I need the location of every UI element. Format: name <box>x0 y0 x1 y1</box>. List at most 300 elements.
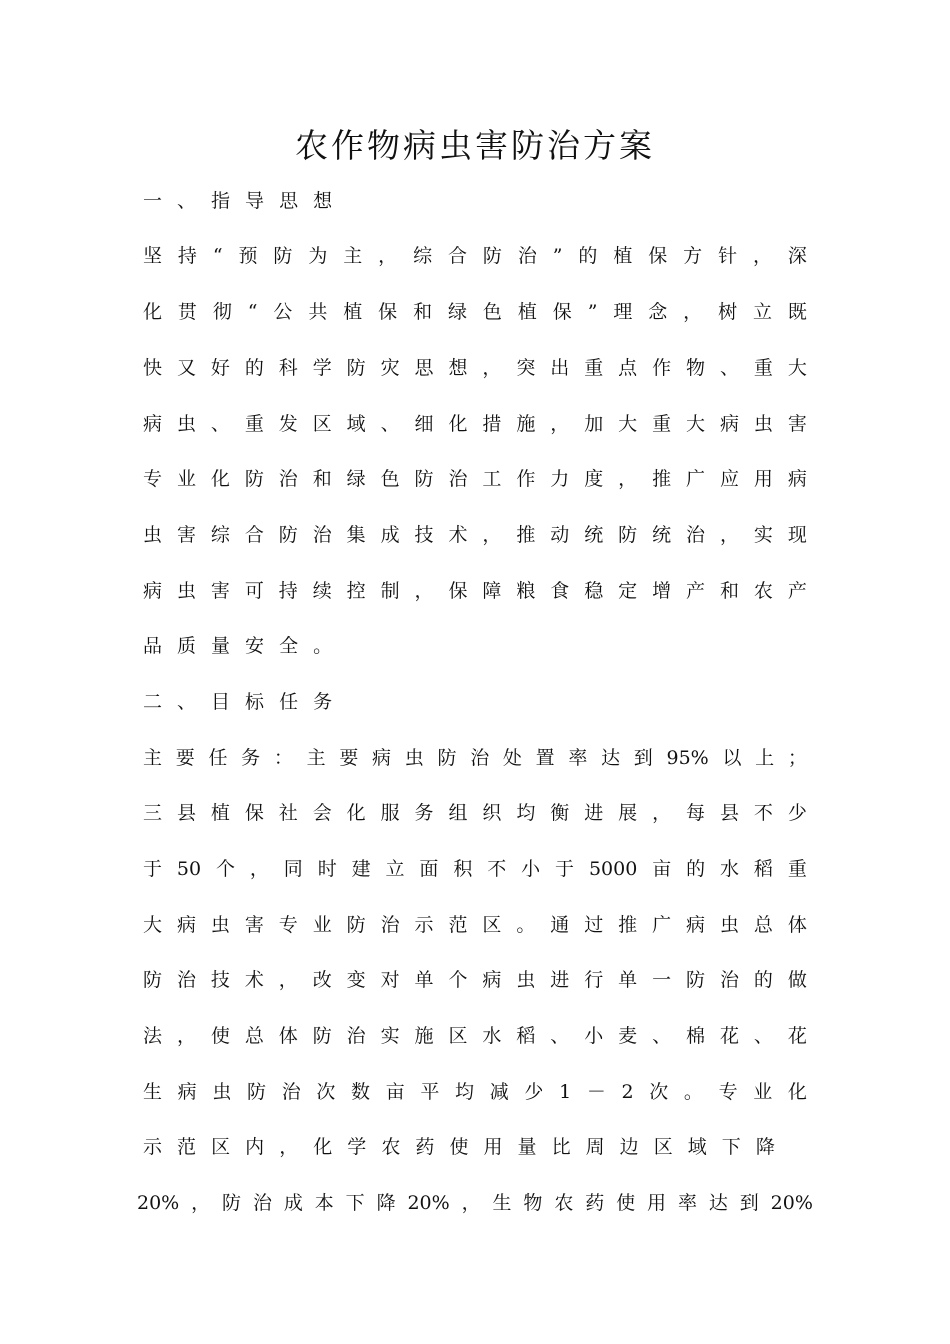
glyph: 下 <box>345 1192 365 1214</box>
glyph: 病 <box>787 468 807 490</box>
glyph: 广 <box>686 468 706 490</box>
glyph: 坚 <box>143 245 163 267</box>
glyph: 防 <box>278 524 298 546</box>
glyph: ， <box>461 1192 481 1214</box>
glyph: 下 <box>721 1136 741 1158</box>
glyph: 用 <box>753 468 773 490</box>
paragraph-line <box>143 855 807 883</box>
glyph: 重 <box>244 413 264 435</box>
glyph: 想 <box>313 190 333 212</box>
glyph: 粮 <box>516 580 536 602</box>
glyph: 置 <box>535 747 555 769</box>
glyph: 农 <box>381 1136 401 1158</box>
glyph: 导 <box>245 190 265 212</box>
glyph: 均 <box>516 802 536 824</box>
glyph: 专 <box>143 468 163 490</box>
glyph: 虫 <box>210 914 230 936</box>
glyph: 重 <box>652 413 672 435</box>
glyph: 体 <box>787 914 807 936</box>
glyph: 防 <box>247 1081 267 1103</box>
glyph: 作 <box>516 468 536 490</box>
glyph: 、 <box>380 413 400 435</box>
glyph: 组 <box>448 802 468 824</box>
glyph: 内 <box>245 1136 265 1158</box>
glyph: 念 <box>648 301 668 323</box>
glyph: 治 <box>176 969 196 991</box>
glyph: 生 <box>492 1192 512 1214</box>
glyph: 治 <box>281 1081 301 1103</box>
glyph: 保 <box>244 802 264 824</box>
glyph: 植 <box>210 802 230 824</box>
glyph: 农 <box>753 580 773 602</box>
glyph: 虫 <box>143 524 163 546</box>
glyph: 工 <box>482 468 502 490</box>
glyph: 业 <box>753 1081 773 1103</box>
glyph: 服 <box>380 802 400 824</box>
glyph: 、 <box>719 357 739 379</box>
glyph: 要 <box>175 747 195 769</box>
glyph: 植 <box>343 301 363 323</box>
glyph: 树 <box>718 301 738 323</box>
glyph: 为 <box>308 245 328 267</box>
glyph: “ <box>212 245 223 267</box>
glyph: 小 <box>521 858 541 880</box>
glyph: 不 <box>487 858 507 880</box>
glyph: 的 <box>578 245 598 267</box>
glyph: 水 <box>482 1025 502 1047</box>
glyph: 主 <box>306 747 326 769</box>
glyph: 好 <box>210 357 230 379</box>
glyph: 建 <box>351 858 371 880</box>
glyph: 科 <box>278 357 298 379</box>
glyph: 措 <box>482 413 502 435</box>
glyph: 域 <box>687 1136 707 1158</box>
glyph: 彻 <box>212 301 232 323</box>
glyph: 用 <box>647 1192 667 1214</box>
glyph: 使 <box>616 1192 636 1214</box>
glyph: 灾 <box>380 357 400 379</box>
glyph: 虫 <box>753 413 773 435</box>
glyph: 病 <box>177 1081 197 1103</box>
paragraph-line <box>143 1133 775 1161</box>
glyph: 标 <box>245 691 265 713</box>
glyph: 业 <box>312 914 332 936</box>
glyph: ， <box>378 245 398 267</box>
glyph: 积 <box>453 858 473 880</box>
glyph: 、 <box>210 413 230 435</box>
paragraph-line <box>143 577 807 605</box>
glyph: 大 <box>686 413 706 435</box>
glyph: 治 <box>380 914 400 936</box>
glyph: 技 <box>414 524 434 546</box>
glyph: 少 <box>524 1081 544 1103</box>
glyph: 本 <box>314 1192 334 1214</box>
glyph: 度 <box>584 468 604 490</box>
glyph: 进 <box>550 969 570 991</box>
glyph: 快 <box>143 357 163 379</box>
glyph: 次 <box>316 1081 336 1103</box>
glyph: 治 <box>278 468 298 490</box>
glyph: 少 <box>787 802 807 824</box>
glyph: ， <box>176 1025 196 1047</box>
glyph: 变 <box>346 969 366 991</box>
paragraph-line <box>143 410 807 438</box>
paragraph-line <box>143 799 807 827</box>
glyph: 立 <box>753 301 773 323</box>
glyph: ： <box>273 747 293 769</box>
glyph: 总 <box>244 1025 264 1047</box>
glyph: 既 <box>787 301 807 323</box>
glyph: 防 <box>273 245 293 267</box>
glyph: 针 <box>718 245 738 267</box>
glyph: 突 <box>516 357 536 379</box>
glyph: 花 <box>787 1025 807 1047</box>
glyph: 应 <box>719 468 739 490</box>
glyph: 防 <box>244 468 264 490</box>
glyph: 害 <box>176 524 196 546</box>
glyph: 实 <box>380 1025 400 1047</box>
glyph: 县 <box>719 802 739 824</box>
glyph: 治 <box>312 524 332 546</box>
glyph: 务 <box>414 802 434 824</box>
glyph: 病 <box>143 580 163 602</box>
glyph: 减 <box>489 1081 509 1103</box>
glyph: 产 <box>787 580 807 602</box>
glyph: 保 <box>448 580 468 602</box>
glyph: 统 <box>584 524 604 546</box>
glyph: 过 <box>584 914 604 936</box>
glyph: 理 <box>613 301 633 323</box>
glyph: ， <box>753 245 773 267</box>
glyph: 区 <box>482 914 502 936</box>
glyph: 思 <box>279 190 299 212</box>
glyph: 合 <box>448 245 468 267</box>
glyph: 统 <box>652 524 672 546</box>
glyph: 共 <box>308 301 328 323</box>
glyph: 方 <box>683 245 703 267</box>
glyph: ， <box>652 802 672 824</box>
glyph: 色 <box>380 468 400 490</box>
glyph: 用 <box>483 1136 503 1158</box>
glyph: 加 <box>584 413 604 435</box>
glyph: 和 <box>719 580 739 602</box>
glyph: 展 <box>618 802 638 824</box>
glyph: 色 <box>482 301 502 323</box>
glyph: 产 <box>686 580 706 602</box>
glyph: 虫 <box>404 747 424 769</box>
glyph: 平 <box>420 1081 440 1103</box>
glyph: 动 <box>550 524 570 546</box>
glyph: 虫 <box>516 969 536 991</box>
glyph: 出 <box>550 357 570 379</box>
glyph: 虫 <box>176 413 196 435</box>
glyph: 生 <box>143 1081 163 1103</box>
glyph: 虫 <box>212 1081 232 1103</box>
glyph: 范 <box>448 914 468 936</box>
glyph: 率 <box>677 1192 697 1214</box>
glyph: 推 <box>618 914 638 936</box>
glyph: 深 <box>787 245 807 267</box>
glyph: 术 <box>244 969 264 991</box>
glyph: ， <box>279 1136 299 1158</box>
glyph: 虫 <box>176 580 196 602</box>
glyph: 亩 <box>385 1081 405 1103</box>
glyph: 任 <box>208 747 228 769</box>
glyph: 主 <box>143 747 163 769</box>
glyph: 定 <box>618 580 638 602</box>
glyph: 品 <box>143 635 163 657</box>
paragraph-line <box>143 911 807 939</box>
glyph: 数 <box>351 1081 371 1103</box>
glyph: 治 <box>346 1025 366 1047</box>
glyph: 的 <box>686 858 706 880</box>
glyph: ， <box>278 969 298 991</box>
glyph: 综 <box>413 245 433 267</box>
glyph: 边 <box>619 1136 639 1158</box>
glyph: 治 <box>719 969 739 991</box>
glyph: 防 <box>346 357 366 379</box>
glyph: － <box>586 1081 606 1103</box>
glyph: 业 <box>176 468 196 490</box>
glyph: 实 <box>753 524 773 546</box>
glyph: 药 <box>585 1192 605 1214</box>
glyph: ， <box>550 413 570 435</box>
glyph: 大 <box>143 914 163 936</box>
paragraph-line <box>143 1078 807 1106</box>
glyph: 防 <box>312 1025 332 1047</box>
section-heading <box>143 688 807 716</box>
glyph: 制 <box>380 580 400 602</box>
glyph: 思 <box>414 357 434 379</box>
glyph: 物 <box>686 357 706 379</box>
glyph: ” <box>552 245 563 267</box>
glyph: 治 <box>517 245 537 267</box>
paragraph-line <box>143 966 807 994</box>
paragraph-line <box>143 465 807 493</box>
glyph: 总 <box>753 914 773 936</box>
glyph: 成 <box>283 1192 303 1214</box>
glyph: 害 <box>787 413 807 435</box>
glyph: 域 <box>346 413 366 435</box>
glyph: 量 <box>211 635 231 657</box>
glyph: 大 <box>618 413 638 435</box>
glyph: 小 <box>584 1025 604 1047</box>
glyph: 化 <box>143 301 163 323</box>
glyph: 化 <box>313 1136 333 1158</box>
glyph: 到 <box>633 747 653 769</box>
glyph: 使 <box>449 1136 469 1158</box>
glyph: 持 <box>177 245 197 267</box>
glyph: 化 <box>210 468 230 490</box>
glyph: 范 <box>177 1136 197 1158</box>
glyph: 比 <box>551 1136 571 1158</box>
glyph: 持 <box>278 580 298 602</box>
glyph: 20% <box>407 1192 450 1214</box>
glyph: ， <box>482 524 502 546</box>
glyph: 的 <box>753 969 773 991</box>
glyph: ， <box>414 580 434 602</box>
glyph: 农 <box>554 1192 574 1214</box>
glyph: 成 <box>380 524 400 546</box>
glyph: 技 <box>210 969 230 991</box>
glyph: ， <box>719 524 739 546</box>
glyph: 重 <box>787 858 807 880</box>
glyph: 全 <box>279 635 299 657</box>
glyph: 作 <box>652 357 672 379</box>
glyph: 95% <box>666 747 709 769</box>
glyph: 2 <box>621 1081 634 1103</box>
glyph: 病 <box>372 747 392 769</box>
glyph: 防 <box>222 1192 242 1214</box>
glyph: 稳 <box>584 580 604 602</box>
glyph: ， <box>191 1192 211 1214</box>
glyph: 法 <box>143 1025 163 1047</box>
glyph: 以 <box>722 747 742 769</box>
glyph: 现 <box>787 524 807 546</box>
glyph: 集 <box>346 524 366 546</box>
glyph: 专 <box>278 914 298 936</box>
glyph: 通 <box>550 914 570 936</box>
glyph: 公 <box>273 301 293 323</box>
glyph: 综 <box>210 524 230 546</box>
glyph: 病 <box>482 969 502 991</box>
glyph: 一 <box>652 969 672 991</box>
glyph: 的 <box>244 357 264 379</box>
glyph: 均 <box>455 1081 475 1103</box>
glyph: 防 <box>437 747 457 769</box>
glyph: 又 <box>176 357 196 379</box>
glyph: 1 <box>559 1081 572 1103</box>
glyph: 虫 <box>719 914 739 936</box>
glyph: ， <box>249 858 269 880</box>
glyph: 花 <box>719 1025 739 1047</box>
glyph: 术 <box>448 524 468 546</box>
glyph: 降 <box>376 1192 396 1214</box>
glyph: ” <box>587 301 598 323</box>
glyph: 化 <box>448 413 468 435</box>
glyph: 稻 <box>753 858 773 880</box>
glyph: 病 <box>143 413 163 435</box>
glyph: 和 <box>413 301 433 323</box>
glyph: 个 <box>448 969 468 991</box>
glyph: 病 <box>176 914 196 936</box>
glyph: 亩 <box>652 858 672 880</box>
glyph: 植 <box>517 301 537 323</box>
glyph: 重 <box>584 357 604 379</box>
glyph: 合 <box>244 524 264 546</box>
glyph: 推 <box>652 468 672 490</box>
glyph: 每 <box>686 802 706 824</box>
glyph: 区 <box>312 413 332 435</box>
glyph: 药 <box>415 1136 435 1158</box>
glyph: 面 <box>419 858 439 880</box>
glyph: 。 <box>313 635 333 657</box>
glyph: 目 <box>211 691 231 713</box>
glyph: 防 <box>618 524 638 546</box>
glyph: 行 <box>584 969 604 991</box>
glyph: ， <box>618 468 638 490</box>
glyph: 周 <box>585 1136 605 1158</box>
glyph: 率 <box>568 747 588 769</box>
glyph: 做 <box>787 969 807 991</box>
glyph: 、 <box>652 1025 672 1047</box>
paragraph-line <box>143 242 807 270</box>
glyph: 害 <box>244 914 264 936</box>
glyph: 、 <box>550 1025 570 1047</box>
glyph: 任 <box>279 691 299 713</box>
paragraph-line <box>143 298 807 326</box>
glyph: 会 <box>312 802 332 824</box>
glyph: 可 <box>244 580 264 602</box>
glyph: 三 <box>143 802 163 824</box>
glyph: 障 <box>482 580 502 602</box>
glyph: 安 <box>245 635 265 657</box>
glyph: 使 <box>210 1025 230 1047</box>
glyph: 、 <box>753 1025 773 1047</box>
glyph: 贯 <box>177 301 197 323</box>
paragraph-line <box>143 521 807 549</box>
glyph: 单 <box>618 969 638 991</box>
glyph: 保 <box>378 301 398 323</box>
glyph: 不 <box>753 802 773 824</box>
glyph: 发 <box>278 413 298 435</box>
glyph: 指 <box>211 190 231 212</box>
glyph: 防 <box>346 914 366 936</box>
glyph: 单 <box>414 969 434 991</box>
glyph: 务 <box>241 747 261 769</box>
paragraph-line <box>143 354 807 382</box>
glyph: 重 <box>753 357 773 379</box>
glyph: “ <box>247 301 258 323</box>
glyph: 治 <box>448 468 468 490</box>
glyph: 专 <box>718 1081 738 1103</box>
glyph: 点 <box>618 357 638 379</box>
document-title: 农作物病虫害防治方案 <box>295 126 655 165</box>
glyph: 续 <box>312 580 332 602</box>
glyph: 衡 <box>550 802 570 824</box>
glyph: 对 <box>380 969 400 991</box>
glyph: 5000 <box>588 858 638 880</box>
glyph: 要 <box>339 747 359 769</box>
glyph: 施 <box>516 413 536 435</box>
glyph: 水 <box>720 858 740 880</box>
glyph: 区 <box>211 1136 231 1158</box>
glyph: 麦 <box>618 1025 638 1047</box>
glyph: 防 <box>482 245 502 267</box>
glyph: 推 <box>516 524 536 546</box>
glyph: 力 <box>550 468 570 490</box>
glyph: 织 <box>482 802 502 824</box>
glyph: 治 <box>686 524 706 546</box>
glyph: 、 <box>177 190 197 212</box>
glyph: 50 <box>176 858 202 880</box>
glyph: 体 <box>278 1025 298 1047</box>
glyph: 区 <box>448 1025 468 1047</box>
section-heading <box>143 187 807 215</box>
glyph: 社 <box>278 802 298 824</box>
glyph: 到 <box>739 1192 759 1214</box>
glyph: 和 <box>312 468 332 490</box>
glyph: 想 <box>448 357 468 379</box>
glyph: 示 <box>414 914 434 936</box>
glyph: 病 <box>719 413 739 435</box>
glyph: 绿 <box>448 301 468 323</box>
glyph: 稻 <box>516 1025 536 1047</box>
glyph: 保 <box>552 301 572 323</box>
glyph: 防 <box>143 969 163 991</box>
glyph: 植 <box>613 245 633 267</box>
glyph: 主 <box>343 245 363 267</box>
